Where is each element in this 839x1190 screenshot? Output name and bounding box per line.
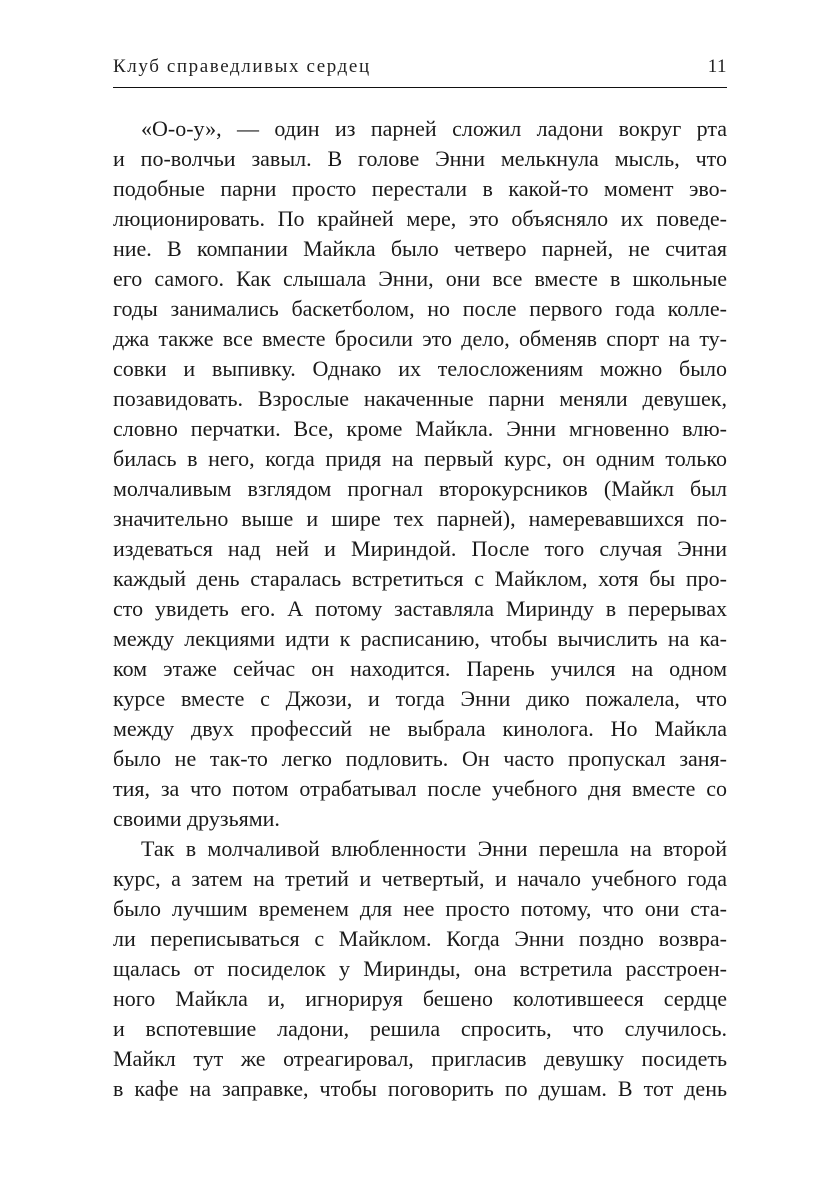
text-line: люционировать. По крайней мере, это объясняло их поведе- <box>113 206 727 231</box>
text-line: молчаливым взглядом прогнал второкурсников (Майкл был <box>113 476 727 501</box>
text-line: значительно выше и шире тех парней), намеревавшихся по- <box>113 506 727 531</box>
paragraph <box>113 834 727 1104</box>
text-line: курс, а затем на третий и четвертый, и начало учебного года <box>113 866 727 891</box>
text-line: между лекциями идти к расписанию, чтобы вычислить на ка- <box>113 626 727 651</box>
text-line: джа также все вместе бросили это дело, обменяв спорт на ту- <box>113 326 727 351</box>
text-line: между двух профессий не выбрала кинолога. Но Майкла <box>113 716 727 741</box>
text-line: ного Майкла и, игнорируя бешено колотившееся сердце <box>113 986 727 1011</box>
text-line: билась в него, когда придя на первый курс, он одним только <box>113 446 727 471</box>
paragraph <box>113 114 727 834</box>
page-header <box>113 56 727 87</box>
text-line: «О-о-у», — один из парней сложил ладони вокруг рта <box>141 116 727 141</box>
text-line: Майкл тут же отреагировал, пригласив девушку посидеть <box>113 1046 727 1071</box>
running-title: Клуб справедливых сердец <box>113 56 371 77</box>
text-line: Так в молчаливой влюбленности Энни перешла на второй <box>141 836 727 861</box>
text-line: словно перчатки. Все, кроме Майкла. Энни мгновенно влю- <box>113 416 727 441</box>
text-line: своими друзьями. <box>113 806 280 831</box>
text-line: позавидовать. Взрослые накаченные парни меняли девушек, <box>113 386 727 411</box>
text-line: в кафе на заправке, чтобы поговорить по душам. В тот день <box>113 1076 727 1101</box>
text-line: тия, за что потом отрабатывал после учебного дня вместе со <box>113 776 727 801</box>
text-line: курсе вместе с Джози, и тогда Энни дико пожалела, что <box>113 686 727 711</box>
text-line: издеваться над ней и Мириндой. После того случая Энни <box>113 536 727 561</box>
text-line: и по-волчьи завыл. В голове Энни мелькнула мысль, что <box>113 146 727 171</box>
text-line: ние. В компании Майкла было четверо парней, не считая <box>113 236 727 261</box>
text-line: подобные парни просто перестали в какой-то момент эво- <box>113 176 727 201</box>
text-line: ком этаже сейчас он находится. Парень учился на одном <box>113 656 727 681</box>
page-body <box>113 114 727 1104</box>
text-line: сто увидеть его. А потому заставляла Миринду в перерывах <box>113 596 727 621</box>
text-line: каждый день старалась встретиться с Майклом, хотя бы про- <box>113 566 727 591</box>
text-line: щалась от посиделок у Миринды, она встретила расстроен- <box>113 956 727 981</box>
text-line: совки и выпивку. Однако их телосложениям можно было <box>113 356 727 381</box>
text-line: и вспотевшие ладони, решила спросить, что случилось. <box>113 1016 727 1041</box>
text-line: было не так-то легко подловить. Он часто пропускал заня- <box>113 746 727 771</box>
text-line: его самого. Как слышала Энни, они все вместе в школьные <box>113 266 727 291</box>
page-number: 11 <box>707 56 727 77</box>
text-line: было лучшим временем для нее просто потому, что они ста- <box>113 896 727 921</box>
text-line: ли переписываться с Майклом. Когда Энни поздно возвра- <box>113 926 727 951</box>
text-line: годы занимались баскетболом, но после первого года колле- <box>113 296 727 321</box>
header-rule <box>113 87 727 88</box>
